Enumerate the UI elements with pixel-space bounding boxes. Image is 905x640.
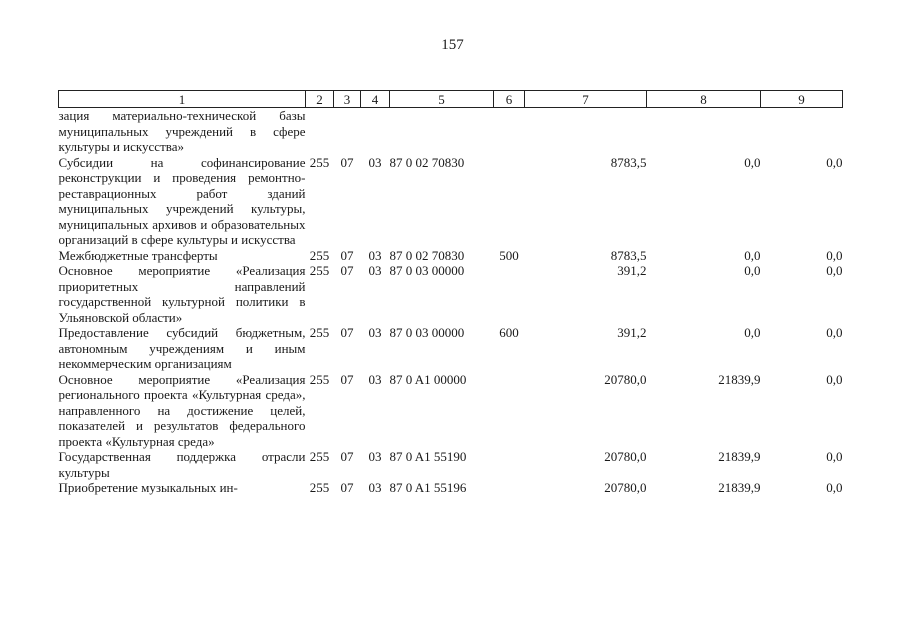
- row-section: 07: [340, 325, 354, 340]
- row-name: Межбюджетные трансферты: [58, 247, 218, 263]
- table-row: [59, 248, 843, 264]
- row-section: 07: [340, 480, 354, 495]
- row-amount-col7: [525, 108, 647, 155]
- table-row: [59, 155, 843, 248]
- row-amount-col9: 0,0: [826, 263, 843, 278]
- row-amount-col8: 21839,9: [718, 449, 761, 464]
- row-section: [334, 108, 361, 155]
- row-name: Основное мероприятие «Реализация приоритетных направлений государственной культурной политики в Ульяновской области»: [58, 263, 306, 325]
- row-name: Основное мероприятие «Реализация регионального проекта «Культурная среда», направленного на достижение целей, показателей и результатов федерального проекта «Культурная среда»: [58, 371, 306, 449]
- row-subsection: 03: [368, 480, 382, 495]
- row-target-article: 87 0 03 00000: [389, 263, 465, 278]
- row-target-article: 87 0 A1 00000: [389, 371, 467, 387]
- row-section: 07: [340, 247, 354, 263]
- row-section: 07: [340, 154, 354, 170]
- budget-table: [58, 90, 843, 496]
- header-col-3: 3: [334, 91, 361, 108]
- header-col-7: 7: [525, 91, 647, 108]
- row-amount-col9: 0,0: [826, 449, 843, 464]
- row-expense-type: [494, 449, 525, 480]
- row-expense-type: [494, 155, 525, 248]
- row-subsection: 03: [368, 154, 382, 170]
- row-code: 255: [309, 449, 330, 464]
- row-expense-type: [494, 372, 525, 450]
- table-row: [59, 263, 843, 325]
- row-amount-col7: 20780,0: [604, 449, 647, 464]
- table-row: [59, 480, 843, 496]
- row-subsection: 03: [368, 263, 382, 278]
- table-row: [59, 325, 843, 372]
- row-target-article: 87 0 A1 55190: [389, 449, 467, 464]
- header-col-4: 4: [361, 91, 390, 108]
- row-amount-col7: 391,2: [617, 325, 647, 340]
- row-amount-col7: 20780,0: [604, 371, 647, 387]
- row-code: [306, 108, 334, 155]
- row-name: зация материально-технической базы муниципальных учреждений в сфере культуры и искусства»: [58, 108, 306, 154]
- row-expense-type: [494, 108, 525, 155]
- row-expense-type: [494, 263, 525, 325]
- header-col-2: 2: [306, 91, 334, 108]
- row-expense-type: 600: [499, 325, 519, 340]
- row-name: Предоставление субсидий бюджетным, автономным учреждениям и иным некоммерческим организациям: [58, 325, 306, 371]
- row-amount-col7: 8783,5: [610, 154, 647, 170]
- row-amount-col9: 0,0: [826, 325, 843, 340]
- row-amount-col9: [761, 108, 843, 155]
- table-row: [59, 449, 843, 480]
- row-amount-col8: 21839,9: [718, 480, 761, 495]
- row-section: 07: [340, 449, 354, 464]
- row-expense-type: 500: [499, 247, 519, 263]
- row-amount-col9: 0,0: [826, 480, 843, 495]
- row-amount-col7: 391,2: [617, 263, 647, 278]
- row-target-article: 87 0 A1 55196: [389, 480, 467, 495]
- row-amount-col8: 21839,9: [718, 371, 761, 387]
- row-target-article: [390, 108, 494, 155]
- row-amount-col8: 0,0: [744, 325, 761, 340]
- row-name: Субсидии на софинансирование реконструкции и проведения ремонтно-реставрационных работ зданий муниципальных учреждений культуры, муниципальных архивов и образовательных организаций в сфере культуры и искусства: [58, 154, 306, 247]
- row-amount-col8: 0,0: [744, 154, 761, 170]
- row-target-article: 87 0 02 70830: [389, 247, 465, 263]
- row-name: Приобретение музыкальных ин-: [58, 480, 238, 495]
- row-amount-col9: 0,0: [826, 154, 843, 170]
- row-target-article: 87 0 03 00000: [389, 325, 465, 340]
- header-col-6: 6: [494, 91, 525, 108]
- header-col-1: 1: [59, 91, 306, 108]
- row-subsection: 03: [368, 325, 382, 340]
- row-amount-col7: 8783,5: [610, 247, 647, 263]
- row-code: 255: [309, 325, 330, 340]
- row-amount-col9: 0,0: [826, 371, 843, 387]
- row-section: 07: [340, 263, 354, 278]
- table-row: [59, 108, 843, 155]
- row-target-article: 87 0 02 70830: [389, 154, 465, 170]
- row-amount-col8: [647, 108, 761, 155]
- row-subsection: [361, 108, 390, 155]
- row-name: Государственная поддержка отрасли культуры: [58, 449, 306, 480]
- row-code: 255: [309, 247, 330, 263]
- row-code: 255: [309, 480, 330, 495]
- row-amount-col8: 0,0: [744, 263, 761, 278]
- row-section: 07: [340, 371, 354, 387]
- row-expense-type: [494, 480, 525, 496]
- header-col-5: 5: [390, 91, 494, 108]
- row-code: 255: [309, 371, 330, 387]
- row-subsection: 03: [368, 449, 382, 464]
- row-amount-col9: 0,0: [826, 247, 843, 263]
- page-number: 157: [441, 37, 464, 53]
- row-subsection: 03: [368, 371, 382, 387]
- row-amount-col7: 20780,0: [604, 480, 647, 495]
- header-col-9: 9: [761, 91, 843, 108]
- column-number-header: [59, 91, 843, 108]
- row-code: 255: [309, 263, 330, 278]
- row-code: 255: [309, 154, 330, 170]
- header-col-8: 8: [647, 91, 761, 108]
- table-row: [59, 372, 843, 450]
- row-subsection: 03: [368, 247, 382, 263]
- row-amount-col8: 0,0: [744, 247, 761, 263]
